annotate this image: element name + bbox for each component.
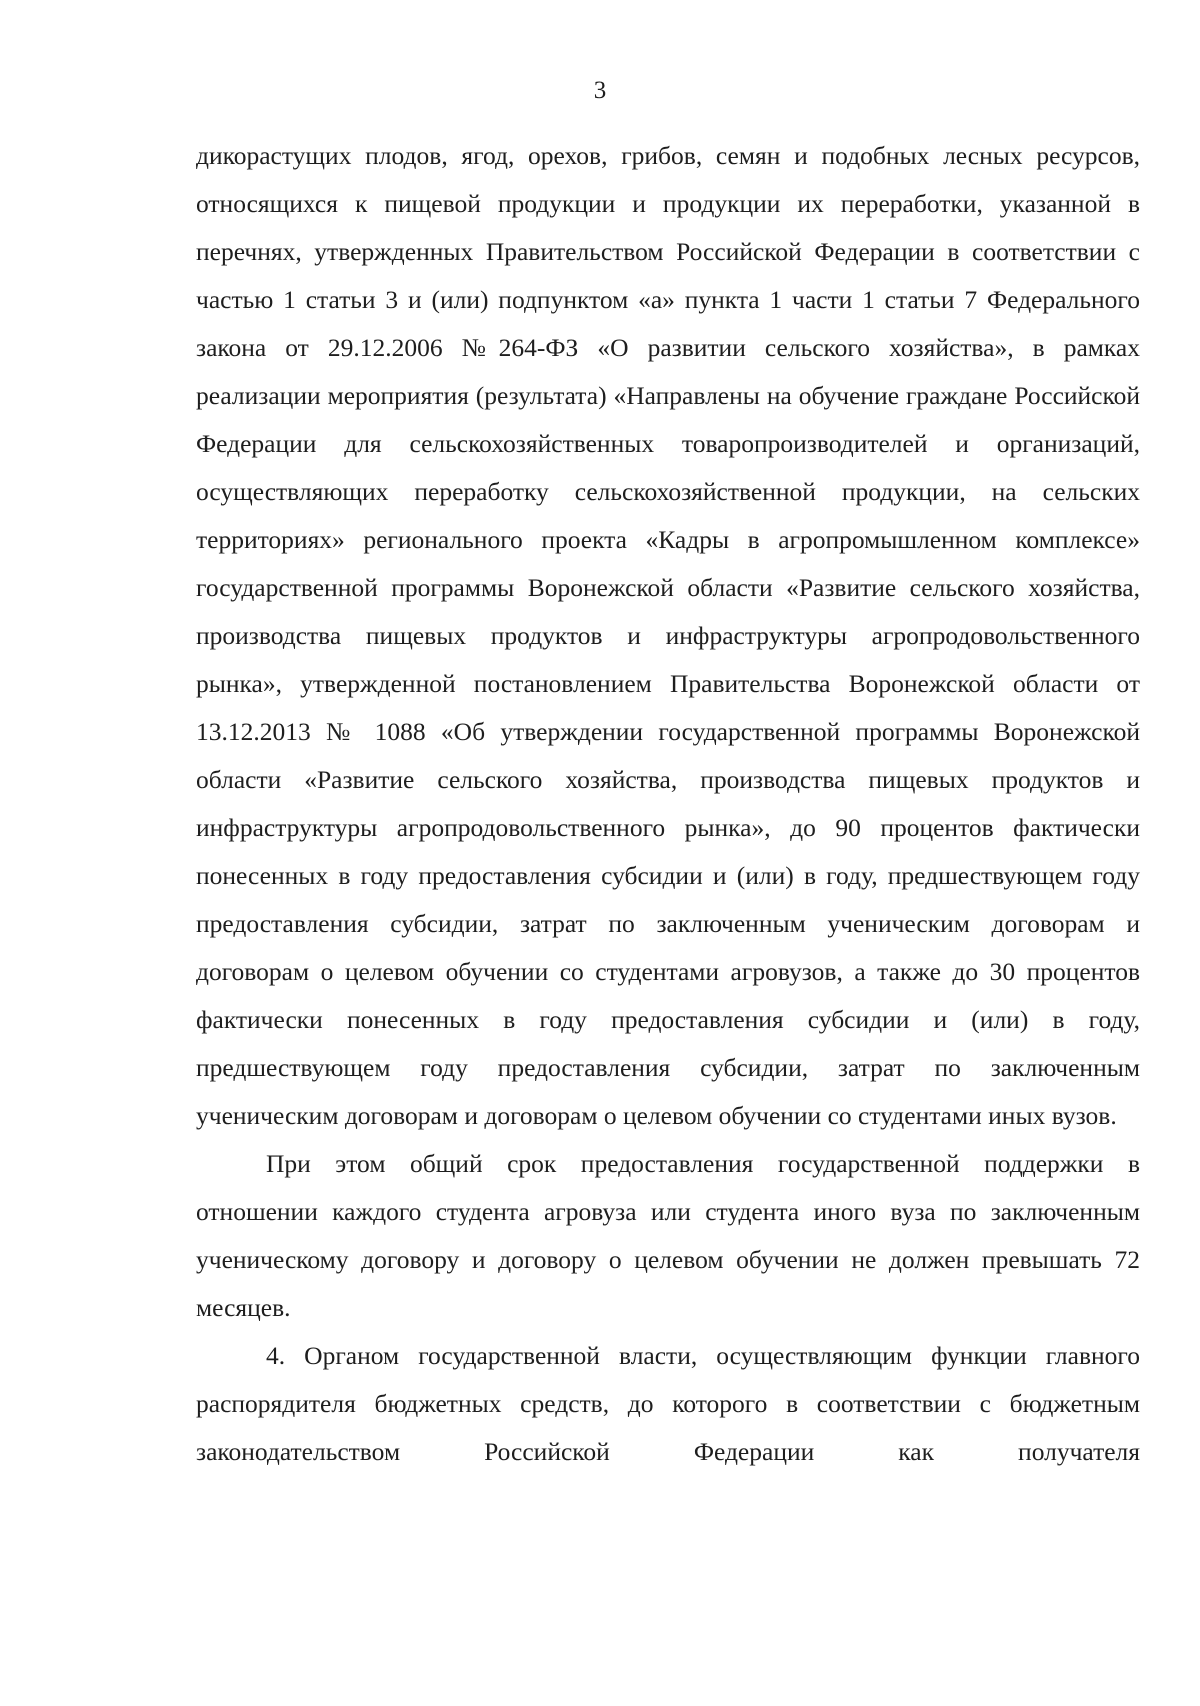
paragraph-support-term: При этом общий срок предоставления государственной поддержки в отношении каждого студента агровуза или студента иного вуза по заключенным ученическому договору и договору о целевом обучении не должен превышать 72 месяцев.: [196, 1149, 1140, 1322]
page-number: 3: [593, 77, 607, 104]
paragraph-item-4: 4. Органом государственной власти, осуществляющим функции главного распорядителя бюджетных средств, до которого в соответствии с бюджетным законодательством Российской Федерации как получателя: [196, 1341, 1140, 1466]
document-body: [196, 132, 1140, 1476]
paragraph-continuation: дикорастущих плодов, ягод, орехов, грибов, семян и подобных лесных ресурсов, относящихся к пищевой продукции и продукции их переработки, указанной в перечнях, утвержденных Правительством Российской Федерации в соответствии с частью 1 статьи 3 и (или) подпунктом «а» пункта 1 части 1 статьи 7 Федерального закона от 29.12.2006 №264-ФЗ «О развитии сельского хозяйства», в рамках реализации мероприятия (результата) «Направлены на обучение граждане Российской Федерации для сельскохозяйственных товаропроизводителей и организаций, осуществляющих переработку сельскохозяйственной продукции, на сельских территориях» регионального проекта «Кадры в агропромышленном комплексе» государственной программы Воронежской области «Развитие сельского хозяйства, производства пищевых продуктов и инфраструктуры агропродовольственного рынка», утвержденной постановлением Правительства Воронежской области от 13.12.2013 № 1088 «Об утверждении государственной программы Воронежской области «Развитие сельского хозяйства, производства пищевых продуктов и инфраструктуры агропродовольственного рынка», до 90 процентов фактически понесенных в году предоставления субсидии и (или) в году, предшествующем году предоставления субсидии, затрат по заключенным ученическим договорам и договорам о целевом обучении со студентами агровузов, а также до 30 процентов фактически понесенных в году предоставления субсидии и (или) в году, предшествующем году предоставления субсидии, затрат по заключенным ученическим договорам и договорам о целевом обучении со студентами иных вузов.: [196, 141, 1140, 1130]
